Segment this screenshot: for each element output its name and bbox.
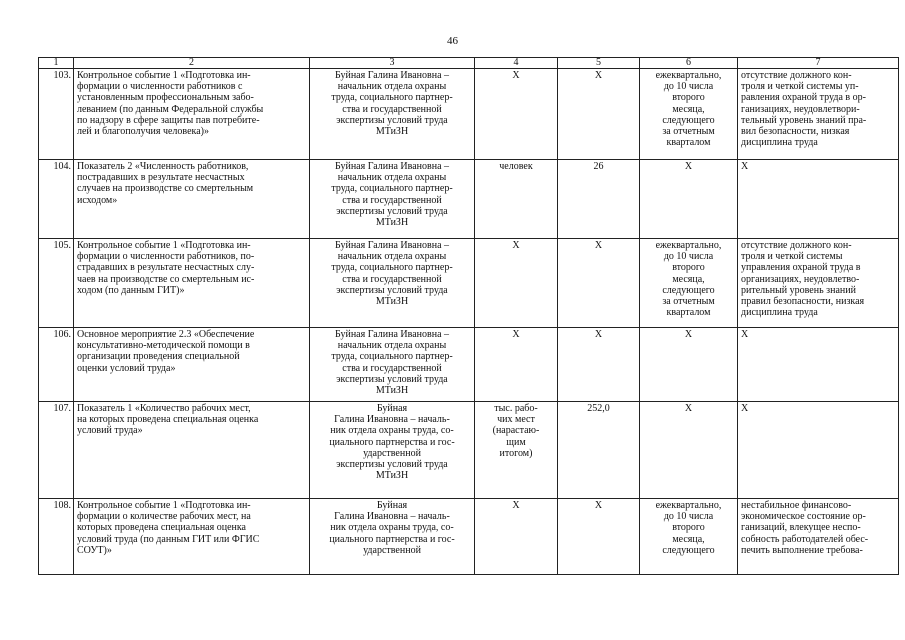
unit-of-measure-line: Х bbox=[512, 500, 520, 511]
indicator-value-line: Х bbox=[594, 500, 603, 511]
risks-line: троля и четкой системы bbox=[741, 251, 843, 263]
risks-line: Х bbox=[741, 329, 749, 340]
table-row bbox=[39, 160, 899, 239]
responsible-person-line: начальник отдела охраны bbox=[337, 172, 447, 184]
deadline-line: месяца, bbox=[672, 273, 705, 285]
deadline-cell bbox=[640, 402, 738, 499]
risks-line: Х bbox=[741, 161, 749, 172]
unit-of-measure-cell bbox=[475, 499, 558, 575]
unit-of-measure-line: щим bbox=[506, 436, 526, 448]
responsible-person-line: Буйная Галина Ивановна – bbox=[334, 329, 450, 340]
responsible-person-line: ства и государственной bbox=[342, 362, 442, 374]
risks-line: дисциплина труда bbox=[741, 307, 818, 319]
measure-name-line: леванием (по данным Федеральной службы bbox=[77, 103, 264, 115]
risks-line: печить выполнение требова- bbox=[741, 544, 863, 556]
risks-cell bbox=[738, 328, 899, 402]
risks-cell bbox=[738, 239, 899, 328]
deadline-line: ежеквартально, bbox=[655, 500, 722, 511]
deadline-line: до 10 числа bbox=[663, 81, 714, 93]
indicator-value-line: 252,0 bbox=[587, 403, 610, 414]
risks-line: Х bbox=[741, 403, 749, 414]
deadline-line: до 10 числа bbox=[663, 251, 714, 263]
indicator-value-line: Х bbox=[594, 70, 603, 81]
deadline-line: ежеквартально, bbox=[655, 70, 722, 81]
risks-line: ганизаций, влекущее неспо- bbox=[741, 522, 861, 534]
responsible-person-line: ства и государственной bbox=[342, 273, 442, 285]
responsible-person-line: ударственной bbox=[363, 447, 421, 459]
measure-name-line: формации о численности работников с bbox=[77, 81, 243, 93]
responsible-person-cell bbox=[310, 328, 475, 402]
deadline-line: Х bbox=[684, 161, 693, 172]
risks-line: отсутствие должного кон- bbox=[741, 240, 852, 251]
risks-line: управления охраной труда в bbox=[741, 262, 861, 274]
indicator-value-cell bbox=[558, 328, 640, 402]
responsible-person-cell bbox=[310, 160, 475, 239]
measure-name-line: оценки условий труда» bbox=[77, 362, 176, 374]
program-table bbox=[38, 57, 899, 575]
responsible-person-line: Буйная Галина Ивановна – bbox=[334, 240, 450, 251]
indicator-value-cell bbox=[558, 69, 640, 160]
measure-name-line: консультативно-методической помощи в bbox=[77, 340, 250, 352]
column-number: 5 bbox=[558, 58, 640, 69]
deadline-line: кварталом bbox=[666, 137, 711, 149]
responsible-person-line: экспертизы условий труда bbox=[336, 284, 448, 296]
deadline-line: за отчетным bbox=[662, 296, 715, 308]
row-number-cell: 107. bbox=[39, 402, 74, 499]
table-row bbox=[39, 499, 899, 575]
responsible-person-line: Буйная bbox=[376, 500, 408, 511]
responsible-person-line: Галина Ивановна – началь- bbox=[334, 414, 450, 426]
risks-line: рительный уровень знаний bbox=[741, 284, 856, 296]
responsible-person-line: труда, социального партнер- bbox=[331, 262, 453, 274]
column-number-row bbox=[39, 58, 899, 69]
deadline-line: за отчетным bbox=[662, 126, 715, 138]
unit-of-measure-line: (нарастаю- bbox=[492, 425, 540, 437]
risks-line: нестабильное финансово- bbox=[741, 500, 852, 511]
measure-name-line: формации о численности работников, по- bbox=[77, 251, 255, 263]
indicator-value-line: Х bbox=[594, 329, 603, 340]
responsible-person-line: МТиЗН bbox=[375, 296, 409, 308]
column-number: 4 bbox=[475, 58, 558, 69]
column-number: 1 bbox=[39, 58, 74, 69]
table-row bbox=[39, 239, 899, 328]
responsible-person-line: ства и государственной bbox=[342, 194, 442, 206]
responsible-person-line: экспертизы условий труда bbox=[336, 373, 448, 385]
column-number: 6 bbox=[640, 58, 738, 69]
deadline-cell bbox=[640, 328, 738, 402]
responsible-person-line: ник отдела охраны труда, со- bbox=[330, 522, 454, 534]
indicator-value-cell bbox=[558, 499, 640, 575]
indicator-value-cell bbox=[558, 160, 640, 239]
risks-line: экономическое состояние ор- bbox=[741, 511, 866, 523]
risks-line: дисциплина труда bbox=[741, 137, 818, 149]
risks-line: ганизациях, неудовлетвори- bbox=[741, 103, 860, 115]
unit-of-measure-cell bbox=[475, 160, 558, 239]
responsible-person-cell bbox=[310, 402, 475, 499]
measure-name-line: условий труда» bbox=[77, 425, 143, 437]
responsible-person-cell bbox=[310, 239, 475, 328]
measure-name-line: условий труда (по данным ГИТ или ФГИС bbox=[77, 533, 260, 545]
measure-name-line: формации о количестве рабочих мест, на bbox=[77, 511, 251, 523]
table-row bbox=[39, 328, 899, 402]
responsible-person-cell bbox=[310, 499, 475, 575]
page-number: 46 bbox=[447, 35, 458, 47]
risks-line: отсутствие должного кон- bbox=[741, 70, 852, 81]
risks-cell bbox=[738, 499, 899, 575]
deadline-line: второго bbox=[672, 522, 705, 534]
risks-cell bbox=[738, 160, 899, 239]
measure-name-line: Контрольное событие 1 «Подготовка ин- bbox=[77, 500, 251, 511]
row-number-cell: 103. bbox=[39, 69, 74, 160]
risks-cell bbox=[738, 69, 899, 160]
deadline-line: кварталом bbox=[666, 307, 711, 319]
responsible-person-line: Буйная Галина Ивановна – bbox=[334, 70, 450, 81]
indicator-value-line: 26 bbox=[593, 161, 604, 172]
risks-cell bbox=[738, 402, 899, 499]
responsible-person-cell bbox=[310, 69, 475, 160]
responsible-person-line: начальник отдела охраны bbox=[337, 251, 447, 263]
column-number: 3 bbox=[310, 58, 475, 69]
deadline-cell bbox=[640, 499, 738, 575]
deadline-line: до 10 числа bbox=[663, 511, 714, 523]
responsible-person-line: Галина Ивановна – началь- bbox=[334, 511, 450, 523]
risks-line: организациях, неудовлетво- bbox=[741, 273, 860, 285]
measure-name-line: страдавших в результате несчастных слу- bbox=[77, 262, 255, 274]
unit-of-measure-line: Х bbox=[512, 70, 520, 81]
measure-name-line: на которых проведена специальная оценка bbox=[77, 414, 259, 426]
unit-of-measure-line: итогом) bbox=[499, 447, 533, 459]
responsible-person-line: циального партнерства и гос- bbox=[329, 436, 455, 448]
deadline-line: Х bbox=[684, 403, 693, 414]
measure-name-line: Контрольное событие 1 «Подготовка ин- bbox=[77, 70, 251, 81]
indicator-value-cell bbox=[558, 239, 640, 328]
deadline-line: следующего bbox=[662, 284, 715, 296]
measure-name-line: ходом (по данным ГИТ)» bbox=[77, 284, 185, 296]
responsible-person-line: начальник отдела охраны bbox=[337, 340, 447, 352]
deadline-line: второго bbox=[672, 262, 705, 274]
row-number-cell: 106. bbox=[39, 328, 74, 402]
measure-name-cell bbox=[74, 328, 310, 402]
deadline-cell bbox=[640, 160, 738, 239]
table-row bbox=[39, 69, 899, 160]
indicator-value-cell bbox=[558, 402, 640, 499]
unit-of-measure-line: чих мест bbox=[497, 414, 535, 426]
measure-name-cell bbox=[74, 239, 310, 328]
measure-name-line: Показатель 2 «Численность работников, bbox=[77, 161, 249, 172]
deadline-line: следующего bbox=[662, 544, 715, 556]
deadline-line: месяца, bbox=[672, 103, 705, 115]
unit-of-measure-cell bbox=[475, 239, 558, 328]
deadline-cell bbox=[640, 69, 738, 160]
unit-of-measure-cell bbox=[475, 69, 558, 160]
measure-name-line: исходом» bbox=[77, 194, 118, 206]
measure-name-line: пострадавших в результате несчастных bbox=[77, 172, 245, 184]
measure-name-line: установленным профессиональным забо- bbox=[77, 92, 254, 104]
responsible-person-line: ства и государственной bbox=[342, 103, 442, 115]
risks-line: собность работодателей обес- bbox=[741, 533, 869, 545]
unit-of-measure-cell bbox=[475, 328, 558, 402]
responsible-person-line: Буйная bbox=[376, 403, 408, 414]
responsible-person-line: ударственной bbox=[363, 544, 421, 556]
unit-of-measure-line: Х bbox=[512, 329, 520, 340]
deadline-line: следующего bbox=[662, 114, 715, 126]
measure-name-cell bbox=[74, 499, 310, 575]
measure-name-cell bbox=[74, 160, 310, 239]
responsible-person-line: начальник отдела охраны bbox=[337, 81, 447, 93]
unit-of-measure-line: человек bbox=[499, 161, 533, 172]
unit-of-measure-line: тыс. рабо- bbox=[494, 403, 538, 414]
measure-name-line: чаев на производстве со смертельным ис- bbox=[77, 273, 255, 285]
measure-name-line: по надзору в сфере защиты пав потребите- bbox=[77, 114, 260, 126]
responsible-person-line: Буйная Галина Ивановна – bbox=[334, 161, 450, 172]
risks-line: вил безопасности, низкая bbox=[741, 126, 850, 138]
measure-name-cell bbox=[74, 69, 310, 160]
responsible-person-line: циального партнерства и гос- bbox=[329, 533, 455, 545]
deadline-line: ежеквартально, bbox=[655, 240, 722, 251]
responsible-person-line: ник отдела охраны труда, со- bbox=[330, 425, 454, 437]
measure-name-line: случаев на производстве со смертельным bbox=[77, 183, 254, 195]
responsible-person-line: МТиЗН bbox=[375, 217, 409, 229]
responsible-person-line: труда, социального партнер- bbox=[331, 92, 453, 104]
measure-name-line: СОУТ)» bbox=[77, 544, 112, 556]
risks-line: тельный уровень знаний пра- bbox=[741, 114, 867, 126]
measure-name-line: лей и благополучия человека)» bbox=[77, 126, 209, 138]
row-number-cell: 104. bbox=[39, 160, 74, 239]
risks-line: равления охраной труда в ор- bbox=[741, 92, 866, 104]
measure-name-line: Контрольное событие 1 «Подготовка ин- bbox=[77, 240, 251, 251]
responsible-person-line: экспертизы условий труда bbox=[336, 205, 448, 217]
unit-of-measure-line: Х bbox=[512, 240, 520, 251]
responsible-person-line: экспертизы условий труда bbox=[336, 459, 448, 471]
responsible-person-line: труда, социального партнер- bbox=[331, 183, 453, 195]
deadline-cell bbox=[640, 239, 738, 328]
unit-of-measure-cell bbox=[475, 402, 558, 499]
measure-name-line: организации проведения специальной bbox=[77, 351, 240, 363]
risks-line: правил безопасности, низкая bbox=[741, 296, 865, 308]
row-number-cell: 105. bbox=[39, 239, 74, 328]
risks-line: троля и четкой системы уп- bbox=[741, 81, 859, 93]
indicator-value-line: Х bbox=[594, 240, 603, 251]
deadline-line: второго bbox=[672, 92, 705, 104]
measure-name-line: Показатель 1 «Количество рабочих мест, bbox=[77, 403, 251, 414]
measure-name-line: Основное мероприятие 2.3 «Обеспечение bbox=[77, 329, 255, 340]
responsible-person-line: МТиЗН bbox=[375, 385, 409, 397]
deadline-line: месяца, bbox=[672, 533, 705, 545]
column-number: 7 bbox=[738, 58, 899, 69]
measure-name-cell bbox=[74, 402, 310, 499]
column-number: 2 bbox=[74, 58, 310, 69]
responsible-person-line: МТиЗН bbox=[375, 470, 409, 482]
responsible-person-line: труда, социального партнер- bbox=[331, 351, 453, 363]
table-row bbox=[39, 402, 899, 499]
row-number-cell: 108. bbox=[39, 499, 74, 575]
responsible-person-line: МТиЗН bbox=[375, 126, 409, 138]
measure-name-line: которых проведена специальная оценка bbox=[77, 522, 246, 534]
deadline-line: Х bbox=[684, 329, 693, 340]
responsible-person-line: экспертизы условий труда bbox=[336, 114, 448, 126]
